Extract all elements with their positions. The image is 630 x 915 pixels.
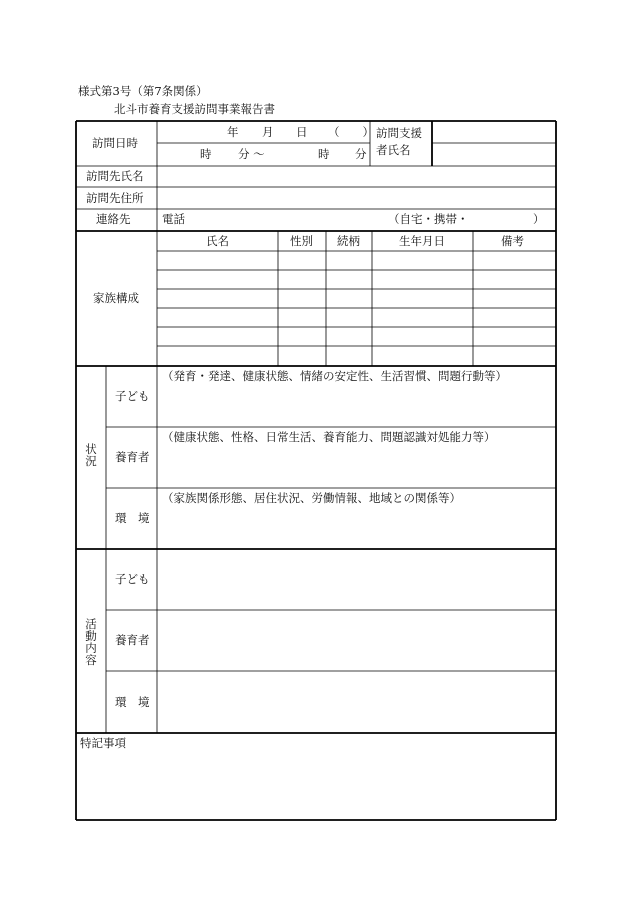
status-env-label: 環 境 — [115, 511, 150, 525]
family-cell[interactable] — [373, 271, 472, 289]
family-cell[interactable] — [327, 252, 371, 270]
family-label: 家族構成 — [93, 291, 139, 305]
family-cell[interactable] — [279, 252, 325, 270]
form-number: 様式第3号（第7条関係） — [78, 84, 208, 98]
family-cell[interactable] — [279, 309, 325, 327]
visit-month-unit: 月 — [262, 125, 274, 139]
visit-weekday-field[interactable]: （ ） — [328, 125, 374, 139]
visitee-name-label: 訪問先氏名 — [86, 169, 144, 183]
family-cell[interactable] — [474, 271, 555, 289]
family-cell[interactable] — [279, 328, 325, 346]
family-cell[interactable] — [373, 328, 472, 346]
family-cell[interactable] — [474, 290, 555, 308]
family-cell[interactable] — [158, 347, 277, 365]
activity-label: 活動内容 — [85, 617, 97, 668]
family-col-name: 氏名 — [206, 234, 229, 248]
visit-day-unit: 日 — [296, 125, 308, 139]
family-cell[interactable] — [327, 271, 371, 289]
status-guardian-hint: （健康状態、性格、日常生活、養育能力、問題認識対処能力等） — [162, 430, 496, 444]
family-cell[interactable] — [373, 347, 472, 365]
visit-start-hour-unit: 時 — [200, 147, 212, 161]
family-cell[interactable] — [158, 290, 277, 308]
visitee-address-label: 訪問先住所 — [86, 191, 144, 205]
form-title: 北斗市養育支援訪問事業報告書 — [114, 102, 275, 116]
family-col-birthdate: 生年月日 — [399, 234, 445, 248]
family-cell[interactable] — [373, 309, 472, 327]
status-env-field[interactable] — [158, 508, 555, 548]
family-cell[interactable] — [474, 347, 555, 365]
phone-type-close: ） — [533, 212, 545, 226]
phone-type-options: （自宅・携帯・ — [388, 212, 469, 226]
activity-child-field[interactable] — [158, 550, 555, 609]
family-cell[interactable] — [158, 271, 277, 289]
visit-end-hour-unit: 時 — [318, 147, 330, 161]
phone-number-field[interactable] — [190, 210, 380, 230]
family-cell[interactable] — [158, 328, 277, 346]
activity-env-label: 環 境 — [115, 695, 150, 709]
family-cell[interactable] — [158, 309, 277, 327]
family-cell[interactable] — [373, 252, 472, 270]
family-cell[interactable] — [474, 328, 555, 346]
supporter-label-line1: 訪問支援 — [376, 126, 422, 140]
family-cell[interactable] — [327, 347, 371, 365]
status-child-hint: （発育・発達、健康状態、情緒の安定性、生活習慣、問題行動等） — [162, 369, 507, 383]
supporter-label-line2: 者氏名 — [376, 143, 411, 157]
activity-guardian-field[interactable] — [158, 611, 555, 670]
family-cell[interactable] — [327, 328, 371, 346]
status-guardian-field[interactable] — [158, 447, 555, 487]
family-cell[interactable] — [279, 347, 325, 365]
supporter-name-field-2[interactable] — [433, 144, 555, 165]
status-label: 状況 — [85, 442, 97, 469]
supporter-name-field-1[interactable] — [433, 122, 555, 142]
family-cell[interactable] — [327, 290, 371, 308]
family-cell[interactable] — [373, 290, 472, 308]
visitee-name-field[interactable] — [158, 167, 555, 186]
family-col-notes: 備考 — [501, 234, 524, 248]
visitee-address-field[interactable] — [158, 188, 555, 208]
family-cell[interactable] — [279, 290, 325, 308]
family-col-sex: 性別 — [290, 234, 313, 248]
family-cell[interactable] — [474, 252, 555, 270]
activity-env-field[interactable] — [158, 672, 555, 732]
visit-start-minute-unit: 分 〜 — [238, 147, 265, 161]
contact-label: 連絡先 — [96, 212, 131, 226]
notes-field[interactable] — [77, 752, 555, 819]
status-child-label: 子ども — [115, 389, 150, 403]
family-cell[interactable] — [158, 252, 277, 270]
phone-label: 電話 — [162, 212, 185, 226]
family-cell[interactable] — [474, 309, 555, 327]
family-cell[interactable] — [279, 271, 325, 289]
notes-label: 特記事項 — [80, 736, 126, 750]
family-col-relation: 続柄 — [337, 234, 360, 248]
status-guardian-label: 養育者 — [115, 450, 150, 464]
visit-year-unit: 年 — [227, 125, 239, 139]
status-child-field[interactable] — [158, 386, 555, 426]
visit-datetime-label: 訪問日時 — [92, 136, 138, 150]
activity-child-label: 子ども — [115, 572, 150, 586]
family-cell[interactable] — [327, 309, 371, 327]
visit-end-minute-unit: 分 — [355, 147, 367, 161]
activity-guardian-label: 養育者 — [115, 633, 150, 647]
status-env-hint: （家族関係形態、居住状況、労働情報、地域との関係等） — [162, 491, 461, 505]
